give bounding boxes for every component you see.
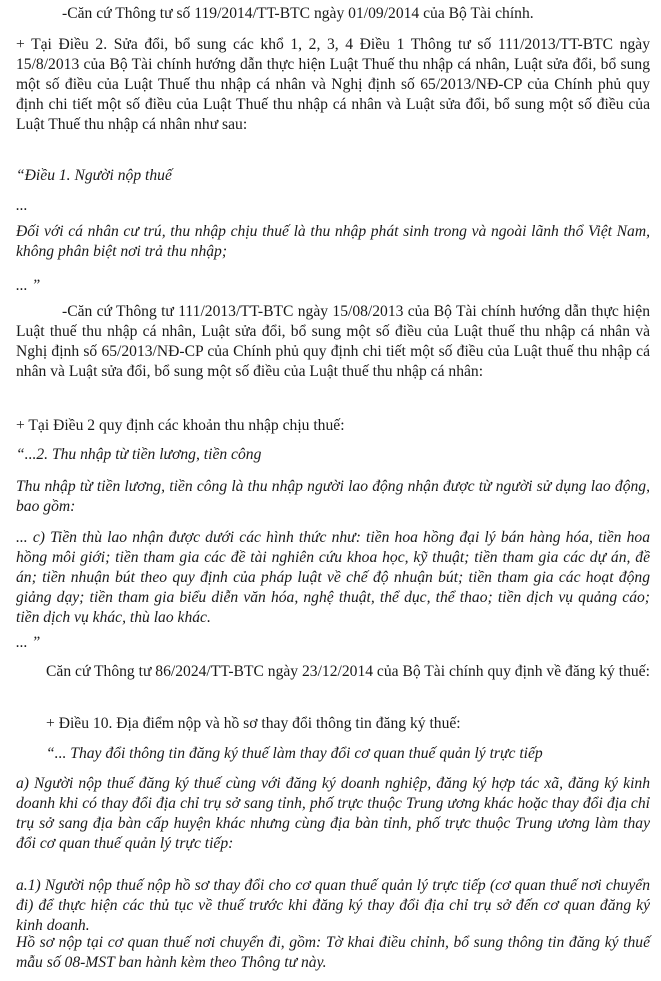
paragraph-resident-taxable-income: Đối với cá nhân cư trú, thu nhập chịu thuế là thu nhập phát sinh trong và ngoài lãnh thổ Việt Nam, không phân biệt nơi trả thu nhập; [16,223,650,260]
ellipsis-quote-close-1: ... ” [16,277,41,294]
paragraph-dossier: Hồ sơ nộp tại cơ quan thuế nơi chuyển đi, gồm: Tờ khai điều chỉnh, bổ sung thông tin đăng ký thuế mẫu số 08-MST ban hành kèm theo Thông tư này. [16,934,650,971]
paragraph-article-10: + Điều 10. Địa điểm nộp và hồ sơ thay đổi thông tin đăng ký thuế: [46,715,461,732]
paragraph-remuneration-forms: ... c) Tiền thù lao nhận được dưới các hình thức như: tiền hoa hồng đại lý bán hàng hóa, tiền hoa hồng môi giới; tiền tham gia các đề tài nghiên cứu khoa học, kỹ thuật; tiền tham gia các dự án, đề án; tiền nhuận bút theo quy định của pháp luật về chế độ nhuận bút; tiền tham gia các hoạt động giảng dạy; tiền tham gia biểu diễn văn hóa, nghệ thuật, thể dục, thể thao; tiền dịch vụ quảng cáo; tiền dịch vụ khác, thù lao khác. [16,529,650,626]
paragraph-change-tax-authority: “... Thay đổi thông tin đăng ký thuế làm thay đổi cơ quan thuế quản lý trực tiếp [46,745,543,762]
paragraph-article-2-taxable-incomes: + Tại Điều 2 quy định các khoản thu nhập chịu thuế: [16,417,345,434]
paragraph-item-a: a) Người nộp thuế đăng ký thuế cùng với đăng ký doanh nghiệp, đăng ký hợp tác xã, đăng ký kinh doanh khi có thay đổi địa chỉ trụ sở sang tỉnh, phố trực thuộc Trung ương khác hoặc thay đổi địa chỉ trụ sở sang địa bàn cấp huyện khác nhưng cùng địa bàn tỉnh, phố trực thuộc Trung ương làm thay đổi cơ quan thuế quản lý trực tiếp: [16,775,650,852]
paragraph-salary-wage-income: “...2. Thu nhập từ tiền lương, tiền công [16,446,262,463]
paragraph-salary-definition: Thu nhập từ tiền lương, tiền công là thu nhập người lao động nhận được từ người sử dụng lao động, bao gồm: [16,478,650,515]
paragraph-legal-basis-111: -Căn cứ Thông tư 111/2013/TT-BTC ngày 15/08/2013 của Bộ Tài chính hướng dẫn thực hiện Luật thuế thu nhập cá nhân, Luật sửa đổi, bổ sung một số điều của Luật thuế thu nhập cá nhân và Nghị định số 65/2013/NĐ-CP của Chính phủ quy định chi tiết một số điều của Luật thuế thu nhập cá nhân và Luật sửa đổi, bổ sung một số điều của Luật thuế thu nhập cá nhân: [16,303,650,380]
paragraph-article-1-taxpayer: “Điều 1. Người nộp thuế [16,167,172,184]
paragraph-legal-basis-119: -Căn cứ Thông tư số 119/2014/TT-BTC ngày 01/09/2014 của Bộ Tài chính. [62,5,534,22]
paragraph-item-a1: a.1) Người nộp thuế nộp hồ sơ thay đổi cho cơ quan thuế quản lý trực tiếp (cơ quan thuế nơi chuyển đi) để thực hiện các thủ tục về thuế trước khi đăng ký thay đổi địa chỉ trụ sở đến cơ quan đăng ký kinh doanh. [16,877,650,934]
paragraph-legal-basis-86: Căn cứ Thông tư 86/2024/TT-BTC ngày 23/12/2014 của Bộ Tài chính quy định về đăng ký thuế: [46,663,650,680]
paragraph-article-2-amendment: + Tại Điều 2. Sửa đổi, bổ sung các khổ 1, 2, 3, 4 Điều 1 Thông tư số 111/2013/TT-BTC ngày 15/8/2013 của Bộ Tài chính hướng dẫn thực hiện Luật Thuế thu nhập cá nhân, Luật sửa đổi, bổ sung một số điều của Luật Thuế thu nhập cá nhân và Nghị định số 65/2013/NĐ-CP của Chính phủ quy định chi tiết một số điều của Luật Thuế thu nhập cá nhân và Luật sửa đổi, bổ sung một số điều của Luật Thuế thu nhập cá nhân như sau: [16,36,650,133]
ellipsis-quote-close-2: ... ” [16,634,41,651]
ellipsis-1: ... [16,197,28,214]
